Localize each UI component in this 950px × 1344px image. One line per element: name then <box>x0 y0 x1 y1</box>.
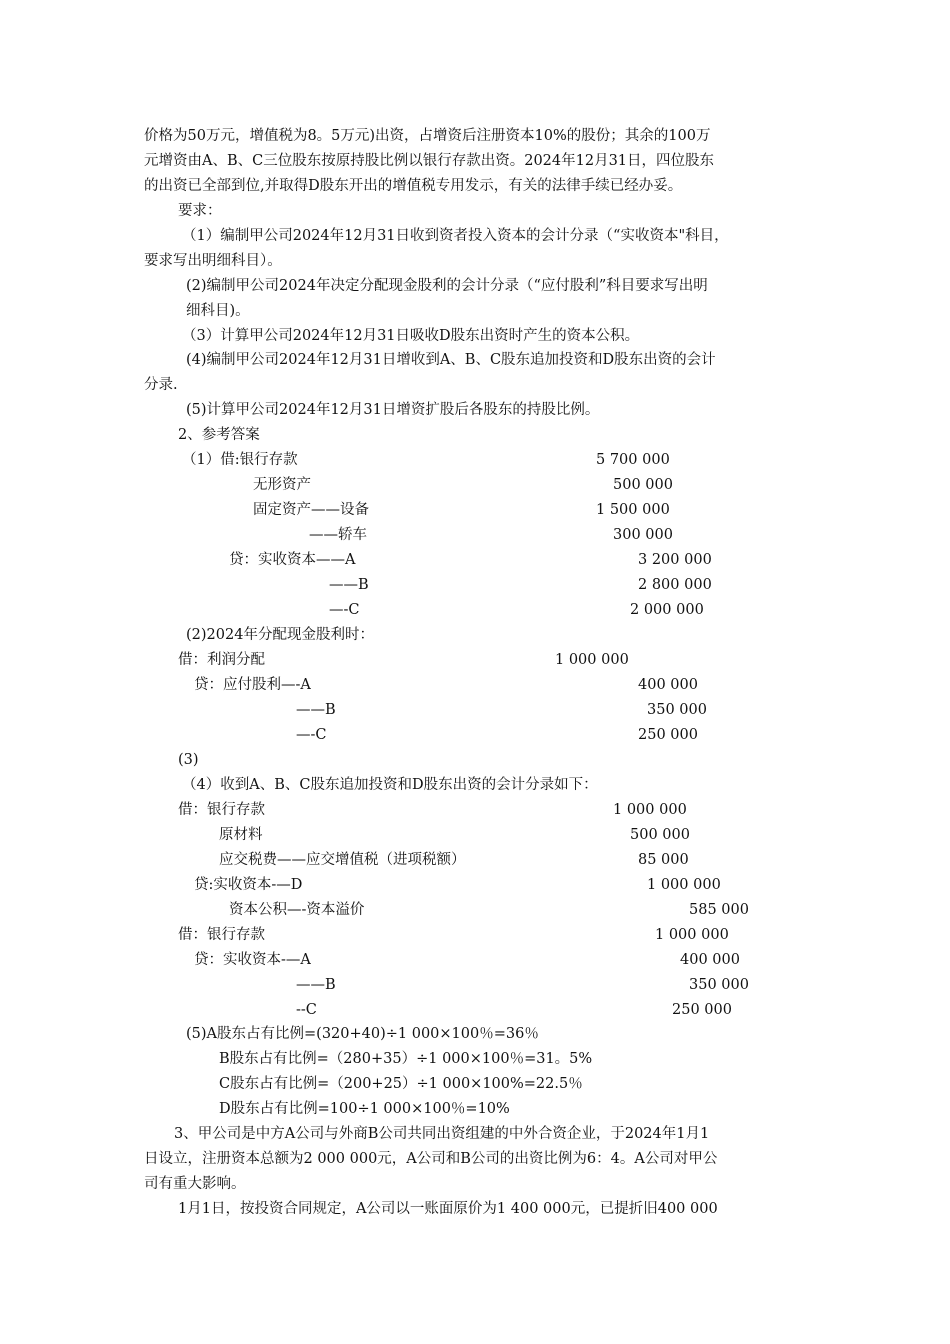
requirement-1a: （1）编制甲公司2024年12月31日收到资者投入资本的会计分录（“实收资本"科目， <box>182 228 729 244</box>
requirement-3: （3）计算甲公司2024年12月31日吸收D股东出资时产生的资本公积。 <box>182 328 640 344</box>
q3-line-1: 3、甲公司是中方A公司与外商B公司共同出资组建的中外合资企业，于2024年1月1 <box>174 1126 710 1142</box>
a4-entry-text: 借：银行存款 <box>178 802 265 818</box>
a1-entry-text: —-C <box>329 602 360 618</box>
requirement-4b: 分录. <box>144 377 178 393</box>
a4-entry-amount: 1 000 000 <box>647 877 721 893</box>
a1-entry-amount: 2 000 000 <box>630 602 704 618</box>
a4-entry-text: 原材料 <box>219 827 263 843</box>
a3-label: (3) <box>178 752 199 768</box>
a1-entry-amount: 5 700 000 <box>596 452 670 468</box>
a4-entry-text: 贷：实收资本-—A <box>194 952 311 968</box>
a4-entry-text: 资本公积—-资本溢价 <box>229 902 365 918</box>
intro-line-1: 价格为50万元，增值税为8。5万元)出资，占增资后注册资本10%的股份；其余的100万 <box>144 128 711 144</box>
a4-entry-amount: 1 000 000 <box>655 927 729 943</box>
a2-entry-amount: 350 000 <box>647 702 707 718</box>
a1-entry-amount: 300 000 <box>613 527 673 543</box>
a4-entry-amount: 250 000 <box>672 1002 732 1018</box>
a5-ratio-line: D股东占有比例=100÷1 000×100％=10% <box>219 1101 510 1117</box>
a4-entry-text: 借：银行存款 <box>178 927 265 943</box>
a2-entry-amount: 400 000 <box>638 677 698 693</box>
a1-entry-text: ——B <box>329 577 369 593</box>
a4-entry-text: ——B <box>296 977 336 993</box>
a2-entry-amount: 250 000 <box>638 727 698 743</box>
a2-entry-text: ——B <box>296 702 336 718</box>
a1-entry-text: 无形资产 <box>253 477 311 493</box>
a4-entry-amount: 350 000 <box>689 977 749 993</box>
a4-heading: （4）收到A、B、C股东追加投资和D股东出资的会计分录如下： <box>182 777 598 793</box>
a2-heading: (2)2024年分配现金股利时： <box>186 627 374 643</box>
a4-entry-amount: 1 000 000 <box>613 802 687 818</box>
a4-entry-amount: 500 000 <box>630 827 690 843</box>
a1-entry-amount: 500 000 <box>613 477 673 493</box>
requirement-4a: (4)编制甲公司2024年12月31日增收到A、B、C股东追加投资和D股东出资的会计 <box>186 352 716 368</box>
a4-entry-text: --C <box>296 1002 317 1018</box>
intro-line-3: 的出资已全部到位,并取得D股东开出的增值税专用发示，有关的法律手续已经办妥。 <box>144 178 683 194</box>
a1-entry-text: 贷：实收资本——A <box>229 552 356 568</box>
a1-entry-text: 固定资产——设备 <box>253 502 369 518</box>
requirement-1b: 要求写出明细科目）。 <box>144 253 282 269</box>
a1-entry-amount: 1 500 000 <box>596 502 670 518</box>
requirement-5: (5)计算甲公司2024年12月31日增资扩股后各股东的持股比例。 <box>186 402 600 418</box>
a4-entry-text: 贷:实收资本-—D <box>194 877 303 893</box>
q3-line-3: 司有重大影响。 <box>144 1176 246 1192</box>
a2-entry-text: 借：利润分配 <box>178 652 265 668</box>
a2-entry-text: —-C <box>296 727 327 743</box>
a1-entry-amount: 3 200 000 <box>638 552 712 568</box>
intro-line-2: 元增资由A、B、C三位股东按原持股比例以银行存款出资。2024年12月31日，四位股东 <box>144 153 715 169</box>
a5-ratio-line: B股东占有比例=（280+35）÷1 000×100％=31。5% <box>219 1051 593 1067</box>
q3-line-4: 1月1日，按投资合同规定，A公司以一账面原价为1 400 000元，已提折旧400 000 <box>178 1201 718 1217</box>
a5-ratio-line: (5)A股东占有比例=(320+40)÷1 000×100％=36％ <box>186 1026 539 1042</box>
a4-entry-text: 应交税费——应交增值税（进项税额） <box>219 852 466 868</box>
a4-entry-amount: 585 000 <box>689 902 749 918</box>
a4-entry-amount: 85 000 <box>638 852 689 868</box>
answer-heading: 2、参考答案 <box>178 427 260 443</box>
a1-entry-amount: 2 800 000 <box>638 577 712 593</box>
a2-entry-amount: 1 000 000 <box>555 652 629 668</box>
a1-entry-text: ——轿车 <box>309 527 367 543</box>
requirements-heading: 要求： <box>178 203 222 219</box>
requirement-2a: (2)编制甲公司2024年决定分配现金股利的会计分录（“应付股利”科目要求写出明 <box>186 278 708 294</box>
requirement-2b: 细科目)。 <box>186 303 250 319</box>
a4-entry-amount: 400 000 <box>680 952 740 968</box>
a1-entry-text: （1）借:银行存款 <box>182 452 298 468</box>
a5-ratio-line: C股东占有比例=（200+25）÷1 000×100%=22.5％ <box>219 1076 583 1092</box>
q3-line-2: 日设立，注册资本总额为2 000 000元，A公司和B公司的出资比例为6：4。A公司对甲公 <box>144 1151 718 1167</box>
a2-entry-text: 贷：应付股利—-A <box>194 677 311 693</box>
